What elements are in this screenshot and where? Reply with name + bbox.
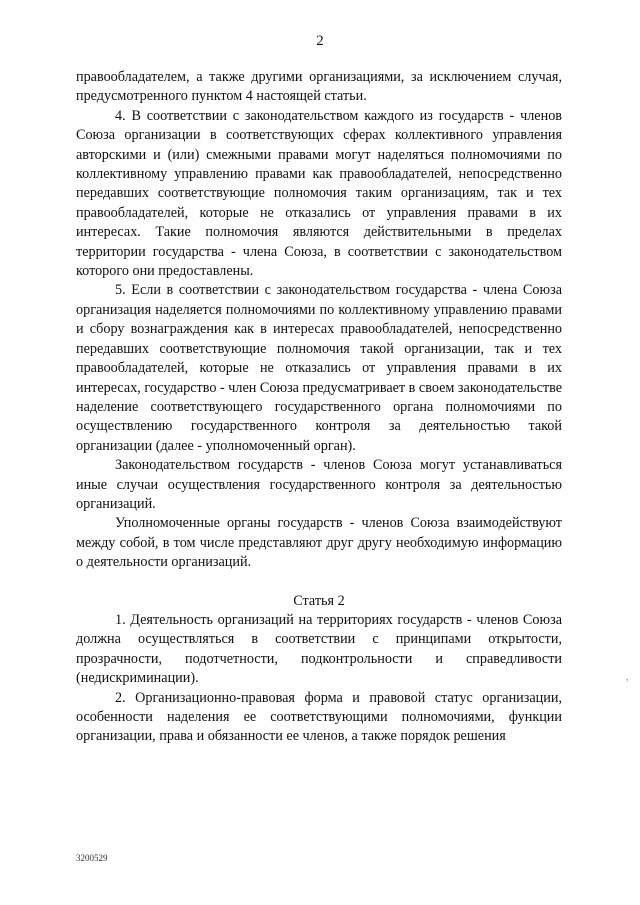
document-body [76,68,562,747]
page-number: 2 [316,33,324,49]
paragraph-continuation: правообладателем, а также другими организациями, за исключением случая, предусмотренного пунктом 4 настоящей статьи. [76,69,562,105]
paragraph-item-5: 5. Если в соответствии с законодательством государства - члена Союза организация наделяется полномочиями по коллективному управлению правами и сбору вознаграждения как в интересах правообладателей, непосредственно передавших соответствующие полномочия такой организации, так и тех правообладателей, которые не отказались от управления правами в их интересах, государство - член Союза предусматривает в своем законодательстве наделение соответствующего государственного органа полномочиями по осуществлению государственного контроля за деятельностью такой организации (далее - уполномоченный орган). [76,282,562,454]
paragraph-legislation: Законодательством государств - членов Союза могут устанавливаться иные случаи осуществления государственного контроля за деятельностью организаций. [76,457,562,512]
article-paragraph-1: 1. Деятельность организаций на территориях государств - членов Союза должна осуществляться в соответствии с принципами открытости, прозрачности, подотчетности, подконтрольности и справедливости (недискриминации). [76,611,562,687]
document-code: 3200529 [76,853,108,863]
article-paragraph-2: 2. Организационно-правовая форма и правовой статус организации, особенности наделения ее соответствующими полномочиями, функции организации, права и обязанности ее членов, а также порядок решения [76,689,562,745]
article-heading: Статья 2 [293,592,345,609]
paragraph-item-4: 4. В соответствии с законодательством каждого из государств - членов Союза организации в соответствующих сферах коллективного управления авторскими и (или) смежными правами могут наделяться полномочиями по коллективному управлению правами как правообладателей, непосредственно передавших соответствующие полномочия таким организациям, так и тех правообладателей, которые не отказались от управления правами в их интересах. Такие полномочия являются действительными в пределах территории государства - члена Союза, в соответствии с законодательством которого они предоставлены. [76,107,562,280]
margin-mark: , [626,672,629,683]
paragraph-authorized-bodies: Уполномоченные органы государств - членов Союза взаимодействуют между собой, в том числе представляют друг другу необходимую информацию о деятельности организаций. [76,515,562,571]
